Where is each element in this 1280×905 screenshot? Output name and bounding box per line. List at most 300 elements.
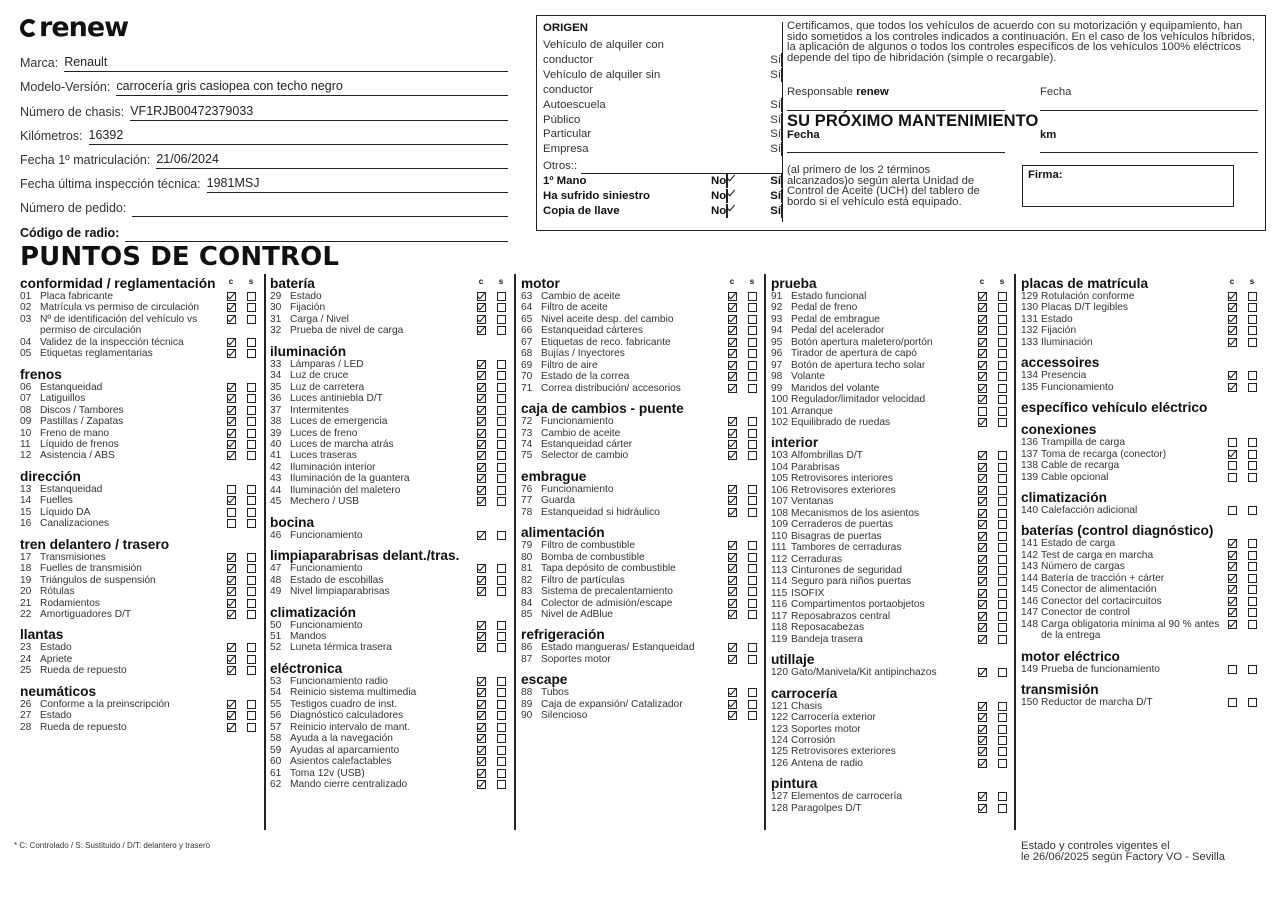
controlado-checkbox[interactable] <box>1228 585 1237 594</box>
sustituido-checkbox[interactable] <box>998 326 1007 335</box>
controlado-checkbox[interactable] <box>978 702 987 711</box>
sustituido-checkbox[interactable] <box>497 383 506 392</box>
sustituido-checkbox[interactable] <box>998 555 1007 564</box>
controlado-checkbox[interactable] <box>978 566 987 575</box>
controlado-checkbox[interactable] <box>477 632 486 641</box>
sustituido-checkbox[interactable] <box>497 734 506 743</box>
sustituido-checkbox[interactable] <box>998 338 1007 347</box>
vehicle-field-value[interactable]: 21/06/2024 <box>156 152 508 169</box>
sustituido-checkbox[interactable] <box>497 451 506 460</box>
controlado-checkbox[interactable] <box>227 394 236 403</box>
sustituido-checkbox[interactable] <box>247 610 256 619</box>
sustituido-checkbox[interactable] <box>998 736 1007 745</box>
controlado-checkbox[interactable] <box>477 417 486 426</box>
controlado-checkbox[interactable] <box>728 508 737 517</box>
sustituido-checkbox[interactable] <box>497 440 506 449</box>
controlado-checkbox[interactable] <box>477 440 486 449</box>
sustituido-checkbox[interactable] <box>998 589 1007 598</box>
sustituido-checkbox[interactable] <box>748 292 757 301</box>
sustituido-checkbox[interactable] <box>497 564 506 573</box>
sustituido-checkbox[interactable] <box>497 723 506 732</box>
sustituido-checkbox[interactable] <box>998 349 1007 358</box>
controlado-checkbox[interactable] <box>978 736 987 745</box>
sustituido-checkbox[interactable] <box>998 804 1007 813</box>
sustituido-checkbox[interactable] <box>748 711 757 720</box>
controlado-checkbox[interactable] <box>477 451 486 460</box>
sustituido-checkbox[interactable] <box>998 725 1007 734</box>
sustituido-checkbox[interactable] <box>748 303 757 312</box>
controlado-checkbox[interactable] <box>728 485 737 494</box>
controlado-checkbox[interactable] <box>978 713 987 722</box>
controlado-checkbox[interactable] <box>978 612 987 621</box>
controlado-checkbox[interactable] <box>477 643 486 652</box>
controlado-checkbox[interactable] <box>978 577 987 586</box>
controlado-checkbox[interactable] <box>227 723 236 732</box>
sustituido-checkbox[interactable] <box>497 677 506 686</box>
vehicle-field-value[interactable]: carrocería gris casiopea con techo negro <box>116 79 508 96</box>
controlado-checkbox[interactable] <box>728 372 737 381</box>
sustituido-checkbox[interactable] <box>998 702 1007 711</box>
sustituido-checkbox[interactable] <box>998 509 1007 518</box>
controlado-checkbox[interactable] <box>978 315 987 324</box>
controlado-checkbox[interactable] <box>728 688 737 697</box>
sustituido-checkbox[interactable] <box>1248 315 1257 324</box>
controlado-checkbox[interactable] <box>978 532 987 541</box>
sustituido-checkbox[interactable] <box>748 700 757 709</box>
sustituido-checkbox[interactable] <box>998 384 1007 393</box>
sustituido-checkbox[interactable] <box>247 451 256 460</box>
sustituido-checkbox[interactable] <box>497 688 506 697</box>
fecha-line[interactable] <box>1040 110 1258 111</box>
controlado-checkbox[interactable] <box>227 576 236 585</box>
controlado-checkbox[interactable] <box>227 496 236 505</box>
controlado-checkbox[interactable] <box>1228 371 1237 380</box>
sustituido-checkbox[interactable] <box>247 485 256 494</box>
controlado-checkbox[interactable] <box>1228 698 1237 707</box>
controlado-checkbox[interactable] <box>978 384 987 393</box>
sustituido-checkbox[interactable] <box>748 643 757 652</box>
vehicle-field-value[interactable]: VF1RJB00472379033 <box>130 104 508 121</box>
sustituido-checkbox[interactable] <box>497 757 506 766</box>
controlado-checkbox[interactable] <box>728 553 737 562</box>
controlado-checkbox[interactable] <box>227 700 236 709</box>
controlado-checkbox[interactable] <box>1228 551 1237 560</box>
sustituido-checkbox[interactable] <box>998 474 1007 483</box>
vehicle-field-value[interactable] <box>132 214 508 217</box>
sustituido-checkbox[interactable] <box>748 599 757 608</box>
controlado-checkbox[interactable] <box>728 700 737 709</box>
controlado-checkbox[interactable] <box>728 440 737 449</box>
controlado-checkbox[interactable] <box>477 497 486 506</box>
controlado-checkbox[interactable] <box>978 407 987 416</box>
controlado-checkbox[interactable] <box>728 349 737 358</box>
sustituido-checkbox[interactable] <box>998 747 1007 756</box>
controlado-checkbox[interactable] <box>978 589 987 598</box>
sustituido-checkbox[interactable] <box>748 315 757 324</box>
controlado-checkbox[interactable] <box>728 326 737 335</box>
controlado-checkbox[interactable] <box>978 361 987 370</box>
sustituido-checkbox[interactable] <box>247 417 256 426</box>
sustituido-checkbox[interactable] <box>1248 506 1257 515</box>
sustituido-checkbox[interactable] <box>497 632 506 641</box>
controlado-checkbox[interactable] <box>477 383 486 392</box>
sustituido-checkbox[interactable] <box>998 451 1007 460</box>
controlado-checkbox[interactable] <box>1228 303 1237 312</box>
controlado-checkbox[interactable] <box>728 451 737 460</box>
sustituido-checkbox[interactable] <box>748 688 757 697</box>
controlado-checkbox[interactable] <box>978 463 987 472</box>
sustituido-checkbox[interactable] <box>1248 383 1257 392</box>
sustituido-checkbox[interactable] <box>1248 574 1257 583</box>
sustituido-checkbox[interactable] <box>247 655 256 664</box>
controlado-checkbox[interactable] <box>477 326 486 335</box>
controlado-checkbox[interactable] <box>978 303 987 312</box>
sustituido-checkbox[interactable] <box>998 418 1007 427</box>
sustituido-checkbox[interactable] <box>1248 450 1257 459</box>
sustituido-checkbox[interactable] <box>748 326 757 335</box>
controlado-checkbox[interactable] <box>978 792 987 801</box>
sustituido-checkbox[interactable] <box>748 338 757 347</box>
sustituido-checkbox[interactable] <box>748 655 757 664</box>
sustituido-checkbox[interactable] <box>497 315 506 324</box>
sustituido-checkbox[interactable] <box>1248 539 1257 548</box>
controlado-checkbox[interactable] <box>477 429 486 438</box>
controlado-checkbox[interactable] <box>1228 383 1237 392</box>
controlado-checkbox[interactable] <box>227 643 236 652</box>
controlado-checkbox[interactable] <box>227 338 236 347</box>
controlado-checkbox[interactable] <box>978 395 987 404</box>
controlado-checkbox[interactable] <box>227 553 236 562</box>
sustituido-checkbox[interactable] <box>998 315 1007 324</box>
controlado-checkbox[interactable] <box>227 610 236 619</box>
controlado-checkbox[interactable] <box>978 326 987 335</box>
sustituido-checkbox[interactable] <box>1248 292 1257 301</box>
controlado-checkbox[interactable] <box>477 394 486 403</box>
controlado-checkbox[interactable] <box>477 587 486 596</box>
sustituido-checkbox[interactable] <box>998 407 1007 416</box>
controlado-checkbox[interactable] <box>1228 326 1237 335</box>
sustituido-checkbox[interactable] <box>748 349 757 358</box>
controlado-checkbox[interactable] <box>477 564 486 573</box>
controlado-checkbox[interactable] <box>477 677 486 686</box>
sustituido-checkbox[interactable] <box>497 406 506 415</box>
controlado-checkbox[interactable] <box>728 643 737 652</box>
sustituido-checkbox[interactable] <box>1248 608 1257 617</box>
maintenance-km-line[interactable] <box>1040 152 1258 153</box>
controlado-checkbox[interactable] <box>477 474 486 483</box>
controlado-checkbox[interactable] <box>477 723 486 732</box>
sustituido-checkbox[interactable] <box>497 371 506 380</box>
vehicle-field-value[interactable]: 16392 <box>89 128 508 145</box>
sustituido-checkbox[interactable] <box>998 759 1007 768</box>
controlado-checkbox[interactable] <box>227 383 236 392</box>
sustituido-checkbox[interactable] <box>748 384 757 393</box>
sustituido-checkbox[interactable] <box>497 587 506 596</box>
sustituido-checkbox[interactable] <box>497 326 506 335</box>
controlado-checkbox[interactable] <box>728 303 737 312</box>
controlado-checkbox[interactable] <box>1228 450 1237 459</box>
controlado-checkbox[interactable] <box>728 599 737 608</box>
controlado-checkbox[interactable] <box>227 440 236 449</box>
sustituido-checkbox[interactable] <box>1248 461 1257 470</box>
sustituido-checkbox[interactable] <box>497 700 506 709</box>
sustituido-checkbox[interactable] <box>998 577 1007 586</box>
controlado-checkbox[interactable] <box>477 621 486 630</box>
controlado-checkbox[interactable] <box>978 292 987 301</box>
sustituido-checkbox[interactable] <box>998 520 1007 529</box>
responsable-line[interactable] <box>787 110 1005 111</box>
controlado-checkbox[interactable] <box>1228 608 1237 617</box>
sustituido-checkbox[interactable] <box>247 315 256 324</box>
sustituido-checkbox[interactable] <box>998 792 1007 801</box>
controlado-checkbox[interactable] <box>978 474 987 483</box>
sustituido-checkbox[interactable] <box>497 769 506 778</box>
controlado-checkbox[interactable] <box>477 688 486 697</box>
sustituido-checkbox[interactable] <box>1248 562 1257 571</box>
sustituido-checkbox[interactable] <box>748 485 757 494</box>
controlado-checkbox[interactable] <box>477 746 486 755</box>
sustituido-checkbox[interactable] <box>247 338 256 347</box>
sustituido-checkbox[interactable] <box>247 303 256 312</box>
controlado-checkbox[interactable] <box>477 292 486 301</box>
sustituido-checkbox[interactable] <box>497 746 506 755</box>
sustituido-checkbox[interactable] <box>247 643 256 652</box>
sustituido-checkbox[interactable] <box>247 553 256 562</box>
sustituido-checkbox[interactable] <box>998 372 1007 381</box>
controlado-checkbox[interactable] <box>978 747 987 756</box>
controlado-checkbox[interactable] <box>978 759 987 768</box>
controlado-checkbox[interactable] <box>477 531 486 540</box>
sustituido-checkbox[interactable] <box>247 576 256 585</box>
controlado-checkbox[interactable] <box>1228 597 1237 606</box>
controlado-checkbox[interactable] <box>477 711 486 720</box>
sustituido-checkbox[interactable] <box>748 361 757 370</box>
sustituido-checkbox[interactable] <box>1248 585 1257 594</box>
controlado-checkbox[interactable] <box>477 700 486 709</box>
sustituido-checkbox[interactable] <box>748 576 757 585</box>
otros-line[interactable] <box>581 164 783 174</box>
controlado-checkbox[interactable] <box>227 349 236 358</box>
sustituido-checkbox[interactable] <box>748 429 757 438</box>
controlado-checkbox[interactable] <box>728 711 737 720</box>
maintenance-fecha-line[interactable] <box>787 152 1005 153</box>
sustituido-checkbox[interactable] <box>497 429 506 438</box>
controlado-checkbox[interactable] <box>1228 620 1237 629</box>
origin-no-checkbox[interactable] <box>726 204 728 218</box>
controlado-checkbox[interactable] <box>1228 315 1237 324</box>
sustituido-checkbox[interactable] <box>998 612 1007 621</box>
controlado-checkbox[interactable] <box>728 429 737 438</box>
controlado-checkbox[interactable] <box>227 564 236 573</box>
sustituido-checkbox[interactable] <box>497 486 506 495</box>
sustituido-checkbox[interactable] <box>1248 473 1257 482</box>
controlado-checkbox[interactable] <box>477 406 486 415</box>
sustituido-checkbox[interactable] <box>1248 665 1257 674</box>
sustituido-checkbox[interactable] <box>748 372 757 381</box>
sustituido-checkbox[interactable] <box>247 349 256 358</box>
controlado-checkbox[interactable] <box>477 371 486 380</box>
controlado-checkbox[interactable] <box>227 406 236 415</box>
sustituido-checkbox[interactable] <box>1248 551 1257 560</box>
controlado-checkbox[interactable] <box>477 303 486 312</box>
controlado-checkbox[interactable] <box>978 497 987 506</box>
sustituido-checkbox[interactable] <box>247 700 256 709</box>
sustituido-checkbox[interactable] <box>247 292 256 301</box>
controlado-checkbox[interactable] <box>978 635 987 644</box>
controlado-checkbox[interactable] <box>477 360 486 369</box>
sustituido-checkbox[interactable] <box>1248 338 1257 347</box>
controlado-checkbox[interactable] <box>978 349 987 358</box>
sustituido-checkbox[interactable] <box>247 496 256 505</box>
sustituido-checkbox[interactable] <box>247 508 256 517</box>
controlado-checkbox[interactable] <box>728 655 737 664</box>
sustituido-checkbox[interactable] <box>998 361 1007 370</box>
controlado-checkbox[interactable] <box>227 599 236 608</box>
controlado-checkbox[interactable] <box>978 372 987 381</box>
sustituido-checkbox[interactable] <box>497 474 506 483</box>
sustituido-checkbox[interactable] <box>998 292 1007 301</box>
sustituido-checkbox[interactable] <box>497 360 506 369</box>
sustituido-checkbox[interactable] <box>998 600 1007 609</box>
sustituido-checkbox[interactable] <box>497 463 506 472</box>
sustituido-checkbox[interactable] <box>1248 597 1257 606</box>
controlado-checkbox[interactable] <box>978 520 987 529</box>
controlado-checkbox[interactable] <box>1228 438 1237 447</box>
controlado-checkbox[interactable] <box>728 564 737 573</box>
sustituido-checkbox[interactable] <box>748 610 757 619</box>
controlado-checkbox[interactable] <box>1228 562 1237 571</box>
controlado-checkbox[interactable] <box>728 384 737 393</box>
sustituido-checkbox[interactable] <box>748 440 757 449</box>
sustituido-checkbox[interactable] <box>998 395 1007 404</box>
controlado-checkbox[interactable] <box>477 463 486 472</box>
controlado-checkbox[interactable] <box>978 725 987 734</box>
controlado-checkbox[interactable] <box>728 315 737 324</box>
sustituido-checkbox[interactable] <box>247 666 256 675</box>
sustituido-checkbox[interactable] <box>998 497 1007 506</box>
sustituido-checkbox[interactable] <box>998 635 1007 644</box>
controlado-checkbox[interactable] <box>978 451 987 460</box>
sustituido-checkbox[interactable] <box>1248 371 1257 380</box>
controlado-checkbox[interactable] <box>728 417 737 426</box>
controlado-checkbox[interactable] <box>1228 338 1237 347</box>
controlado-checkbox[interactable] <box>978 804 987 813</box>
sustituido-checkbox[interactable] <box>497 303 506 312</box>
controlado-checkbox[interactable] <box>477 757 486 766</box>
controlado-checkbox[interactable] <box>978 555 987 564</box>
firma-box[interactable]: Firma: <box>1022 165 1234 207</box>
sustituido-checkbox[interactable] <box>748 587 757 596</box>
controlado-checkbox[interactable] <box>477 780 486 789</box>
vehicle-field-value[interactable]: Renault <box>64 55 508 72</box>
sustituido-checkbox[interactable] <box>1248 698 1257 707</box>
sustituido-checkbox[interactable] <box>247 564 256 573</box>
controlado-checkbox[interactable] <box>1228 574 1237 583</box>
controlado-checkbox[interactable] <box>728 541 737 550</box>
controlado-checkbox[interactable] <box>227 587 236 596</box>
controlado-checkbox[interactable] <box>1228 506 1237 515</box>
controlado-checkbox[interactable] <box>227 429 236 438</box>
controlado-checkbox[interactable] <box>978 338 987 347</box>
sustituido-checkbox[interactable] <box>497 417 506 426</box>
sustituido-checkbox[interactable] <box>748 564 757 573</box>
controlado-checkbox[interactable] <box>477 486 486 495</box>
sustituido-checkbox[interactable] <box>247 429 256 438</box>
sustituido-checkbox[interactable] <box>247 383 256 392</box>
sustituido-checkbox[interactable] <box>998 566 1007 575</box>
sustituido-checkbox[interactable] <box>247 394 256 403</box>
controlado-checkbox[interactable] <box>728 576 737 585</box>
controlado-checkbox[interactable] <box>1228 665 1237 674</box>
controlado-checkbox[interactable] <box>227 508 236 517</box>
sustituido-checkbox[interactable] <box>748 451 757 460</box>
sustituido-checkbox[interactable] <box>497 394 506 403</box>
controlado-checkbox[interactable] <box>227 303 236 312</box>
sustituido-checkbox[interactable] <box>1248 438 1257 447</box>
controlado-checkbox[interactable] <box>477 315 486 324</box>
sustituido-checkbox[interactable] <box>748 553 757 562</box>
controlado-checkbox[interactable] <box>978 418 987 427</box>
sustituido-checkbox[interactable] <box>497 292 506 301</box>
sustituido-checkbox[interactable] <box>748 496 757 505</box>
controlado-checkbox[interactable] <box>978 668 987 677</box>
sustituido-checkbox[interactable] <box>247 519 256 528</box>
sustituido-checkbox[interactable] <box>748 417 757 426</box>
controlado-checkbox[interactable] <box>477 576 486 585</box>
sustituido-checkbox[interactable] <box>247 723 256 732</box>
origin-no-checkbox[interactable] <box>726 174 728 188</box>
controlado-checkbox[interactable] <box>728 496 737 505</box>
controlado-checkbox[interactable] <box>728 361 737 370</box>
sustituido-checkbox[interactable] <box>1248 326 1257 335</box>
controlado-checkbox[interactable] <box>227 417 236 426</box>
sustituido-checkbox[interactable] <box>497 576 506 585</box>
sustituido-checkbox[interactable] <box>247 711 256 720</box>
sustituido-checkbox[interactable] <box>247 406 256 415</box>
controlado-checkbox[interactable] <box>227 292 236 301</box>
controlado-checkbox[interactable] <box>728 587 737 596</box>
sustituido-checkbox[interactable] <box>998 713 1007 722</box>
controlado-checkbox[interactable] <box>728 292 737 301</box>
sustituido-checkbox[interactable] <box>247 440 256 449</box>
controlado-checkbox[interactable] <box>728 338 737 347</box>
controlado-checkbox[interactable] <box>978 509 987 518</box>
origin-no-checkbox[interactable] <box>726 189 728 203</box>
sustituido-checkbox[interactable] <box>998 463 1007 472</box>
sustituido-checkbox[interactable] <box>247 599 256 608</box>
controlado-checkbox[interactable] <box>978 600 987 609</box>
controlado-checkbox[interactable] <box>728 610 737 619</box>
controlado-checkbox[interactable] <box>227 666 236 675</box>
controlado-checkbox[interactable] <box>477 769 486 778</box>
sustituido-checkbox[interactable] <box>497 621 506 630</box>
controlado-checkbox[interactable] <box>227 655 236 664</box>
controlado-checkbox[interactable] <box>227 485 236 494</box>
sustituido-checkbox[interactable] <box>497 643 506 652</box>
controlado-checkbox[interactable] <box>1228 292 1237 301</box>
controlado-checkbox[interactable] <box>477 734 486 743</box>
sustituido-checkbox[interactable] <box>998 303 1007 312</box>
sustituido-checkbox[interactable] <box>998 532 1007 541</box>
controlado-checkbox[interactable] <box>978 486 987 495</box>
sustituido-checkbox[interactable] <box>1248 303 1257 312</box>
controlado-checkbox[interactable] <box>227 519 236 528</box>
sustituido-checkbox[interactable] <box>497 711 506 720</box>
sustituido-checkbox[interactable] <box>748 541 757 550</box>
controlado-checkbox[interactable] <box>227 315 236 324</box>
sustituido-checkbox[interactable] <box>998 668 1007 677</box>
controlado-checkbox[interactable] <box>227 711 236 720</box>
